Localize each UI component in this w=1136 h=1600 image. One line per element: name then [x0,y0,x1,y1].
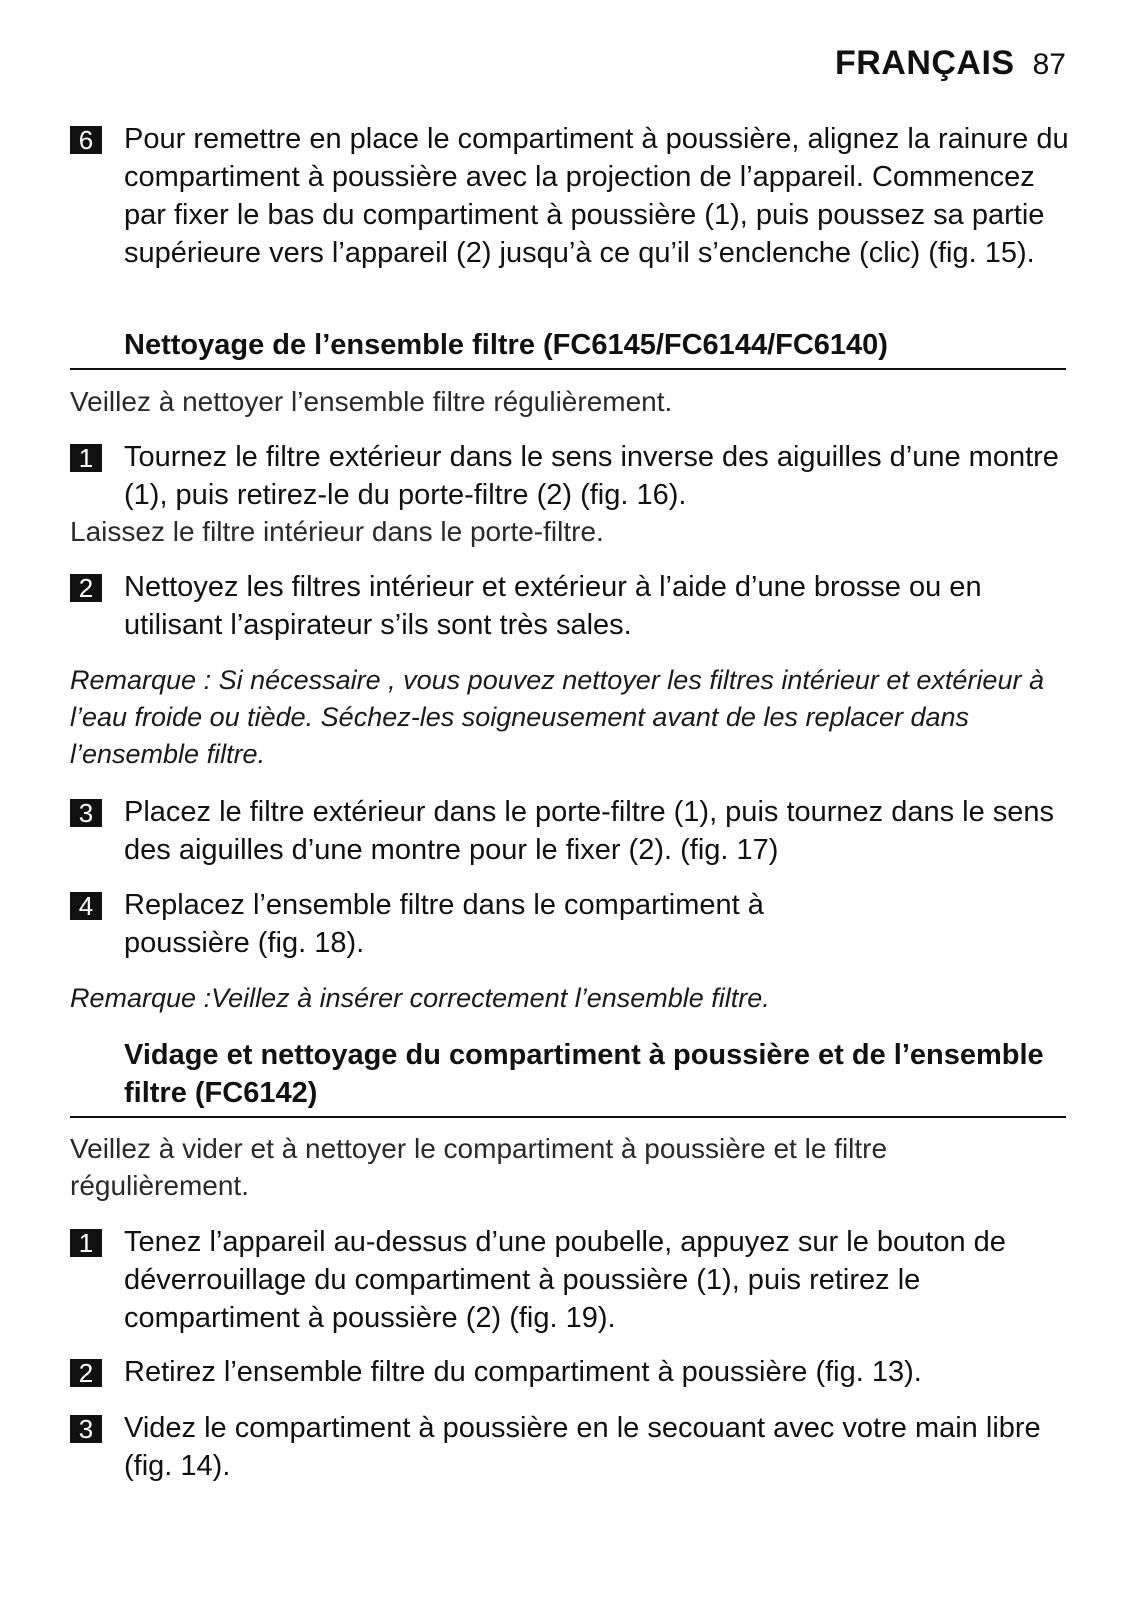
section-heading-filter-cleaning [70,326,1066,370]
step-1-empty [70,1223,1070,1337]
step-number: 4 [70,892,102,920]
paragraph-empty-regularly: Veillez à vider et à nettoyer le compartiment à poussière et le filtre régulièrement. [70,1133,888,1201]
page-header [835,44,1066,83]
paragraph-inner-filter: Laissez le filtre intérieur dans le porte-filtre. [70,516,604,547]
heading-text: Nettoyage de l’ensemble filtre (FC6145/FC6144/FC6140) [124,329,888,361]
step-text: Placez le filtre extérieur dans le porte-filtre (1), puis tournez dans le sens des aiguilles d’une montre pour le fixer (2). (fig. 17) [124,796,1055,866]
step-number: 6 [70,126,102,154]
step-3-empty [70,1409,1070,1485]
step-text: Retirez l’ensemble filtre du compartiment à poussière (fig. 13). [124,1356,922,1388]
step-text: Replacez l’ensemble filtre dans le compartiment à poussière (fig. 18). [124,889,764,959]
step-2-empty [70,1353,1070,1391]
step-number: 3 [70,799,102,827]
step-4-filter [70,886,1070,962]
step-number: 2 [70,574,102,602]
step-number: 3 [70,1415,102,1443]
language-label: FRANÇAIS [834,44,1015,82]
heading-text: Vidage et nettoyage du compartiment à poussière et de l’ensemble filtre (FC6142) [124,1039,1044,1109]
note-wash-filters: Remarque : Si nécessaire , vous pouvez nettoyer les filtres intérieur et extérieur à l’eau froide ou tiède. Séchez-les soigneusement avant de les replacer dans l’ensemble filtre. [70,665,1044,769]
step-number: 1 [70,1229,102,1257]
note-insert-filter: Remarque :Veillez à insérer correctement l’ensemble filtre. [70,983,770,1013]
step-6 [70,120,1070,272]
section-heading-emptying [70,1036,1066,1118]
step-3-filter [70,793,1070,869]
step-number: 2 [70,1359,102,1387]
step-1-filter [70,438,1070,514]
step-number: 1 [70,444,102,472]
step-text: Nettoyez les filtres intérieur et extérieur à l’aide d’une brosse ou en utilisant l’aspirateur s’ils sont très sales. [124,571,982,641]
step-text: Videz le compartiment à poussière en le secouant avec votre main libre (fig. 14). [124,1412,1041,1482]
step-text: Tournez le filtre extérieur dans le sens inverse des aiguilles d’une montre (1), puis retirez-le du porte-filtre (2) (fig. 16). [124,441,1059,511]
step-text: Tenez l’appareil au-dessus d’une poubelle, appuyez sur le bouton de déverrouillage du compartiment à poussière (1), puis retirez le compartiment à poussière (2) (fig. 19). [124,1226,1006,1334]
page-number: 87 [1032,48,1066,81]
step-text: Pour remettre en place le compartiment à poussière, alignez la rainure du compartiment à poussière avec la projection de l’appareil. Commencez par fixer le bas du compartiment à poussière (1), puis poussez sa partie supérieure vers l’appareil (2) jusqu’à ce qu’il s’enclenche (clic) (fig. 15). [124,123,1069,269]
step-2-filter [70,568,1070,644]
paragraph-clean-regularly: Veillez à nettoyer l’ensemble filtre régulièrement. [70,386,673,417]
